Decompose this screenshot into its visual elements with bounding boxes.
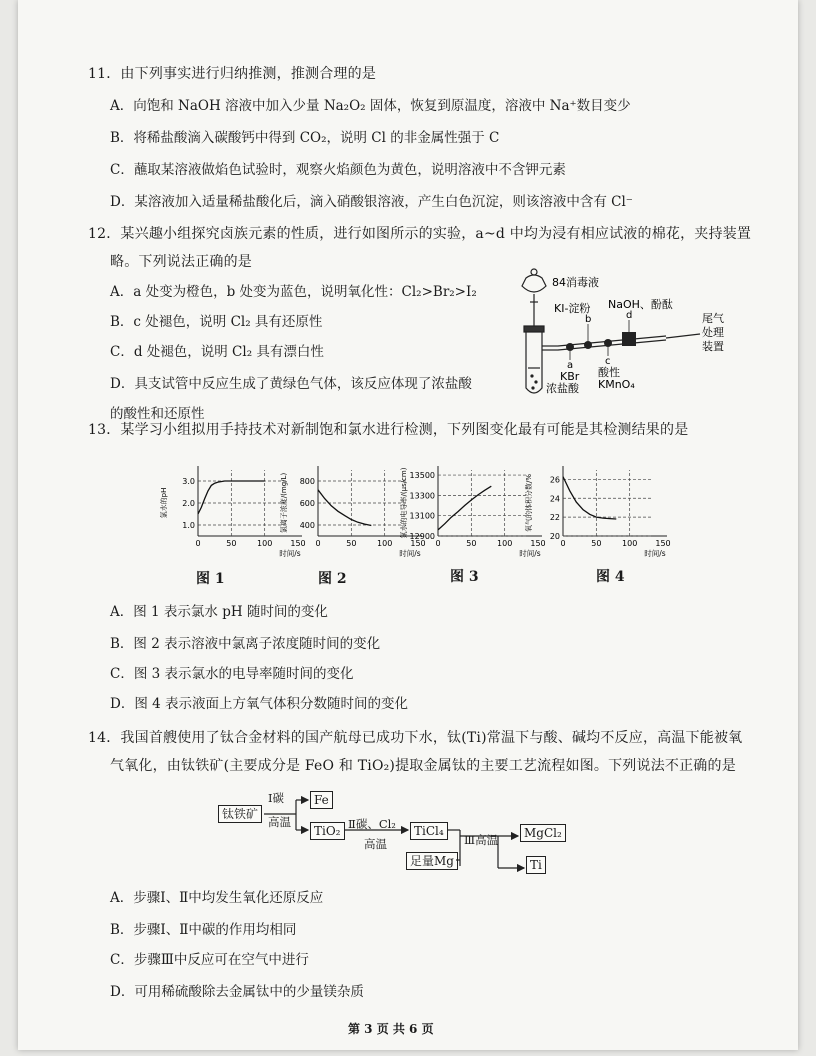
tube-label: 浓盐酸: [546, 382, 579, 395]
flow-step1-top: Ⅰ碳: [268, 791, 285, 805]
q12-apparatus-diagram: [488, 264, 738, 404]
label-c-reagent-2: KMnO₄: [598, 378, 635, 391]
flow-ore-box: 钛铁矿: [218, 805, 262, 823]
y-axis-label: 氯离子浓度/(mg/L): [280, 472, 288, 534]
y-tick-label-0: 1.0: [182, 521, 195, 530]
q12-option-a: A．a 处变为橙色，b 处变为蓝色，说明氧化性：Cl₂>Br₂>I₂: [110, 284, 477, 300]
x-tick-label-3: 150: [410, 539, 426, 548]
x-tick-label-2: 100: [377, 539, 393, 548]
q13-option-b: B．图 2 表示溶液中氯离子浓度随时间的变化: [110, 636, 381, 652]
separatory-funnel: [522, 269, 546, 330]
y-tick-label-1: 13100: [409, 511, 435, 521]
x-tick-label-0: 0: [560, 539, 566, 548]
q14-option-b: B．步骤Ⅰ、Ⅱ中碳的作用均相同: [110, 922, 297, 938]
q13-stem: 13．某学习小组拟用手持技术对新制饱和氯水进行检测，下列图变化最有可能是其检测结果的是: [88, 422, 689, 438]
x-tick-label-2: 100: [497, 539, 513, 548]
q12-option-d-continued: 的酸性和还原性: [110, 406, 205, 422]
x-tick-label-1: 50: [591, 539, 602, 548]
x-axis-label: 时间/s: [279, 549, 301, 558]
flow-arrows: [208, 780, 588, 890]
flow-ti-box: Ti: [526, 856, 546, 874]
series-line: [563, 477, 616, 519]
y-tick-label-0: 20: [549, 532, 560, 541]
q14-stem-line1: 14．我国首艘使用了钛合金材料的国产航母已成功下水，钛(Ti)常温下与酸、碱均不反应，高温下能被氧: [88, 730, 743, 746]
y-tick-label-3: 26: [549, 475, 560, 485]
chart-4-caption: 图 4: [596, 569, 625, 585]
q11-option-b: B．将稀盐酸滴入碳酸钙中得到 CO₂，说明 Cl 的非金属性强于 C: [110, 130, 500, 146]
q11-stem: 11．由下列事实进行归纳推测，推测合理的是: [88, 66, 377, 82]
chart-3-caption: 图 3: [450, 569, 479, 585]
x-axis-label: 时间/s: [399, 549, 421, 558]
y-tick-label-2: 800: [299, 477, 315, 486]
page-number-footer: 第 3 页 共 6 页: [348, 1022, 434, 1036]
q11-option-a: A．向饱和 NaOH 溶液中加入少量 Na₂O₂ 固体，恢复到原温度，溶液中 Na⁺数目变少: [110, 98, 631, 114]
y-axis-label: 氯水的电导率/(μs/cm): [400, 467, 408, 539]
q12-stem-line1: 12．某兴趣小组探究卤族元素的性质，进行如图所示的实验，a~d 中均为浸有相应试液的棉花，夹持装置: [88, 226, 752, 242]
y-tick-label-2: 13300: [409, 491, 435, 501]
tail-label-1: 尾气: [702, 312, 724, 325]
y-axis-label: 氯水的pH: [160, 487, 168, 519]
q14-option-a: A．步骤Ⅰ、Ⅱ中均发生氧化还原反应: [110, 890, 324, 906]
chart-4: [523, 462, 673, 560]
flow-tio2-box: TiO₂: [310, 822, 345, 840]
x-tick-label-3: 150: [530, 539, 546, 548]
tail-label-2: 处理: [702, 326, 724, 339]
chart-2-caption: 图 2: [318, 571, 347, 587]
label-a: a: [567, 360, 574, 371]
x-tick-label-0: 0: [435, 539, 441, 548]
flow-mg-box: 足量Mg: [406, 852, 458, 870]
label-b: b: [585, 314, 592, 325]
x-tick-label-2: 100: [622, 539, 638, 548]
exam-page: [18, 0, 798, 1050]
flow-step3: Ⅲ高温: [464, 833, 499, 847]
series-line: [318, 490, 371, 526]
q12-stem-line2: 略。下列说法正确的是: [110, 254, 252, 270]
label-a-reagent: KBr: [560, 370, 580, 383]
flow-step1-bottom: 高温: [268, 815, 291, 829]
q11-option-d: D．某溶液加入适量稀盐酸化后，滴入硝酸银溶液，产生白色沉淀，则该溶液中含有 Cl⁻: [110, 194, 633, 210]
y-tick-label-1: 2.0: [182, 499, 195, 508]
cotton-b: [584, 341, 592, 349]
y-tick-label-0: 400: [299, 521, 315, 530]
q14-stem-line2: 气氧化，由钛铁矿(主要成分是 FeO 和 TiO₂)提取金属钛的主要工艺流程如图。下列说法不正确的是: [110, 758, 736, 774]
flow-fe-box: Fe: [310, 791, 333, 809]
flow-step2-top: Ⅱ碳、Cl₂: [348, 817, 396, 831]
label-d: d: [626, 310, 633, 321]
x-axis-label: 时间/s: [519, 549, 541, 558]
y-tick-label-2: 24: [549, 494, 560, 504]
y-tick-label-1: 600: [299, 499, 315, 508]
x-tick-label-1: 50: [226, 539, 237, 548]
q12-option-b: B．c 处褪色，说明 Cl₂ 具有还原性: [110, 314, 323, 330]
q14-option-d: D．可用稀硫酸除去金属钛中的少量镁杂质: [110, 984, 364, 1000]
flow-step2-bottom: 高温: [364, 837, 387, 851]
q13-option-a: A．图 1 表示氯水 pH 随时间的变化: [110, 604, 328, 620]
y-tick-label-3: 13500: [409, 471, 435, 481]
q13-option-d: D．图 4 表示液面上方氧气体积分数随时间的变化: [110, 696, 408, 712]
x-tick-label-1: 50: [346, 539, 357, 548]
label-c: c: [605, 356, 611, 367]
q13-option-c: C．图 3 表示氯水的电导率随时间的变化: [110, 666, 354, 682]
y-tick-label-0: 12900: [409, 532, 435, 541]
q12-option-c: C．d 处褪色，说明 Cl₂ 具有漂白性: [110, 344, 324, 360]
q11-option-c: C．蘸取某溶液做焰色试验时，观察火焰颜色为黄色，说明溶液中不含钾元素: [110, 162, 566, 178]
x-tick-label-0: 0: [195, 539, 201, 548]
x-tick-label-0: 0: [315, 539, 321, 548]
flow-mgcl2-box: MgCl₂: [520, 824, 566, 842]
y-tick-label-2: 3.0: [182, 477, 195, 486]
series-line: [438, 486, 491, 530]
tail-label-3: 装置: [702, 340, 724, 353]
cotton-d: [622, 332, 636, 346]
q12-option-d: D．具支试管中反应生成了黄绿色气体，该反应体现了浓盐酸: [110, 376, 472, 392]
label-b-reagent: KI-淀粉: [554, 302, 591, 315]
cotton-a: [566, 343, 574, 351]
chart-1-caption: 图 1: [196, 571, 225, 587]
cotton-c: [604, 339, 612, 347]
q14-option-c: C．步骤Ⅲ中反应可在空气中进行: [110, 952, 309, 968]
funnel-label: 84消毒液: [552, 276, 599, 289]
x-tick-label-3: 150: [655, 539, 671, 548]
label-c-reagent-1: 酸性: [598, 366, 620, 379]
flow-ticl4-box: TiCl₄: [410, 822, 448, 840]
y-axis-label: 氧气的体积分数/%: [525, 473, 533, 533]
x-tick-label-2: 100: [257, 539, 273, 548]
x-tick-label-1: 50: [466, 539, 477, 548]
x-tick-label-3: 150: [290, 539, 306, 548]
label-d-reagent: NaOH、酚酞: [608, 298, 673, 311]
y-tick-label-1: 22: [549, 513, 560, 523]
x-axis-label: 时间/s: [644, 549, 666, 558]
